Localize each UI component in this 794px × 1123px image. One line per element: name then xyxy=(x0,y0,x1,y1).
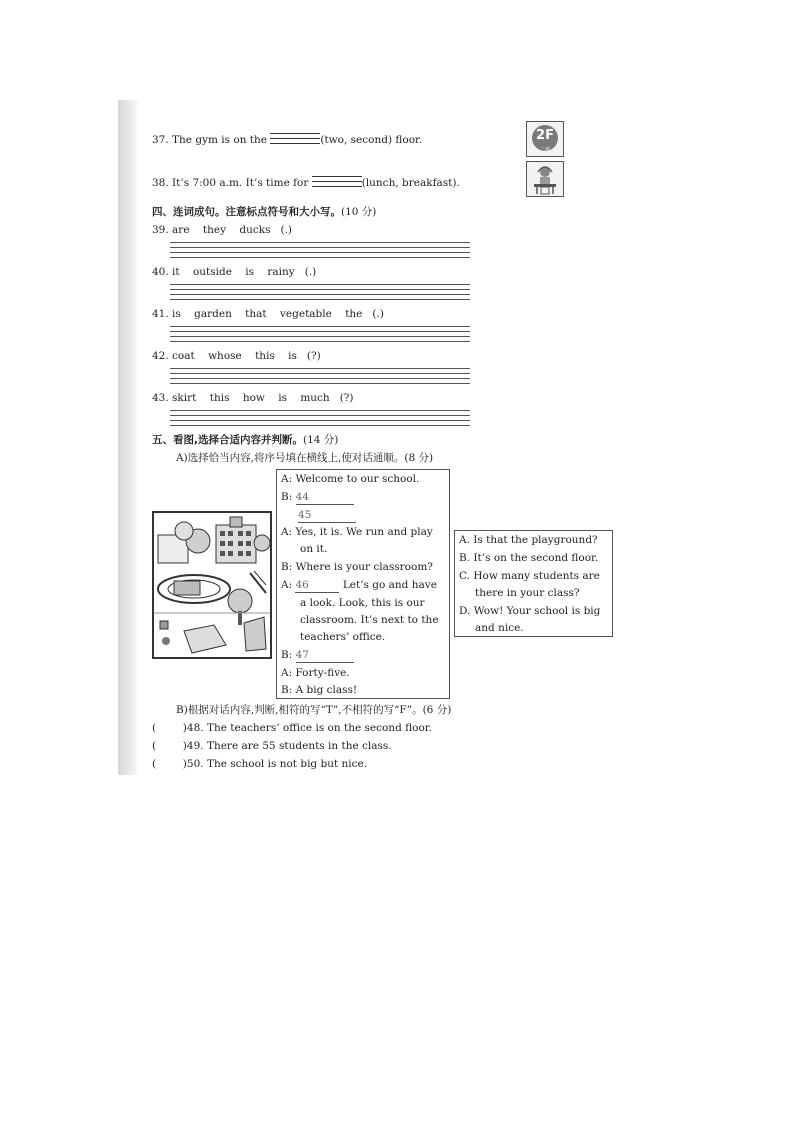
option-d: D. Wow! Your school is big xyxy=(459,605,601,617)
section-4-heading: 四、连词成句。注意标点符号和大小写。(10 分) xyxy=(152,206,377,218)
answer-paren[interactable]: ( ) xyxy=(152,758,187,770)
part-a-instruction: A)选择恰当内容,将序号填在横线上,使对话通顺。(8 分) xyxy=(176,452,434,464)
dialogue-box: A: Welcome to our school. B: 44 45 A: Yes, it is. We run and play on it. B: Where is your classroom? A: 46 Let’s go and have a look. Look, this is our classroom. It’s next to the teachers’ office. B: 47 A: Forty-five. B: A big class! xyxy=(276,469,450,699)
options-box: A. Is that the playground? B. It’s on the second floor. C. How many students are there in your class? D. Wow! Your school is big and nice. xyxy=(454,530,613,637)
question-38: 38. It’s 7:00 a.m. It’s time for (lunch, breakfast). xyxy=(152,177,460,189)
school-picture xyxy=(152,511,272,659)
question-48: ( )48. The teachers’ office is on the second floor. xyxy=(152,722,432,734)
girl-eating-icon xyxy=(526,161,564,197)
dialogue-line-44: B: 44 xyxy=(281,491,354,505)
question-50: ( )50. The school is not big but nice. xyxy=(152,758,368,770)
question-40: 40. it outside is rainy (.) xyxy=(152,266,317,278)
option-a: A. Is that the playground? xyxy=(459,534,598,546)
question-42: 42. coat whose this is (?) xyxy=(152,350,321,362)
answer-blank-46[interactable]: 46 xyxy=(295,579,339,593)
dialogue-line-47: B: 47 xyxy=(281,649,354,663)
section-5-heading: 五、看图,选择合适内容并判断。(14 分) xyxy=(152,434,339,446)
question-37: 37. The gym is on the (two, second) floor. xyxy=(152,134,423,146)
question-39: 39. are they ducks (.) xyxy=(152,224,293,236)
answer-paren[interactable]: ( ) xyxy=(152,722,187,734)
answer-paren[interactable]: ( ) xyxy=(152,740,187,752)
answer-blank-45[interactable]: 45 xyxy=(298,509,356,523)
writing-lines[interactable] xyxy=(170,284,470,304)
answer-blank[interactable] xyxy=(312,176,362,188)
question-43: 43. skirt this how is much (?) xyxy=(152,392,354,404)
question-49: ( )49. There are 55 students in the class. xyxy=(152,740,392,752)
second-floor-icon: 2F 二楼 xyxy=(526,121,564,157)
answer-blank[interactable] xyxy=(270,133,320,145)
writing-lines[interactable] xyxy=(170,242,470,262)
dialogue-line-46: A: 46 Let’s go and have xyxy=(281,579,437,591)
question-41: 41. is garden that vegetable the (.) xyxy=(152,308,384,320)
option-c: C. How many students are xyxy=(459,570,600,582)
dialogue-line-45 xyxy=(298,509,356,523)
writing-lines[interactable] xyxy=(170,368,470,388)
answer-blank-47[interactable]: 47 xyxy=(296,649,354,663)
option-b: B. It’s on the second floor. xyxy=(459,552,599,564)
writing-lines[interactable] xyxy=(170,326,470,346)
writing-lines[interactable] xyxy=(170,410,470,430)
part-b-instruction: B)根据对话内容,判断,相符的写“T”,不相符的写“F”。(6 分) xyxy=(176,704,452,716)
answer-blank-44[interactable]: 44 xyxy=(296,491,354,505)
